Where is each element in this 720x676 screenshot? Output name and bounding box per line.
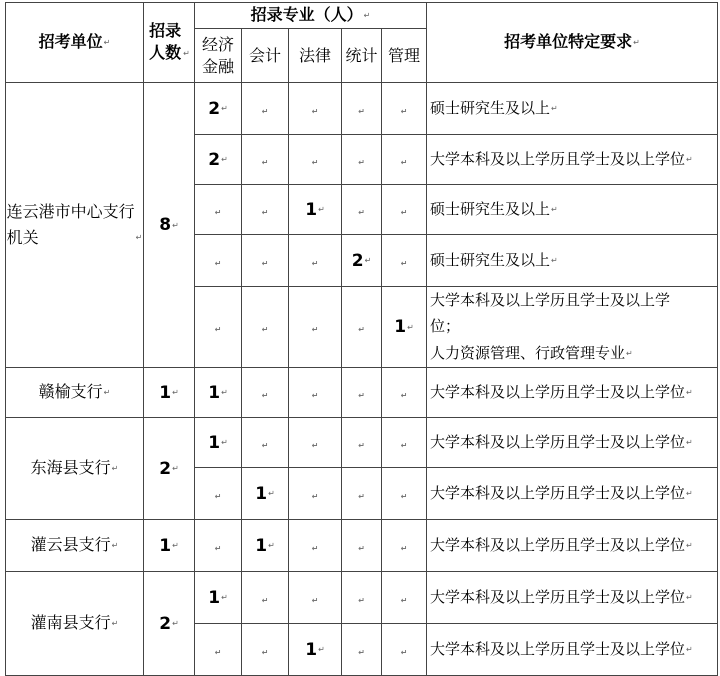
major-count-cell: ↵: [342, 368, 382, 418]
major-count: 2: [208, 149, 221, 170]
unit-name-cell: 灌南县支行↵: [6, 572, 144, 676]
unit-name: 灌南县支行: [30, 613, 111, 633]
requirement-line: 位；: [430, 317, 461, 335]
major-count: 2: [351, 250, 364, 271]
recruitment-table: [5, 2, 718, 676]
header-major-2: [289, 29, 342, 83]
unit-count: 2: [159, 613, 172, 634]
major-count-cell: ↵: [289, 520, 342, 572]
requirement-cell: [427, 572, 718, 624]
unit-name-cell: 赣榆支行↵: [6, 368, 144, 418]
major-count-cell: ↵: [342, 135, 382, 185]
major-count-cell: ↵: [382, 520, 427, 572]
major-count-cell: ↵: [382, 368, 427, 418]
header-requirements: 招考单位特定要求↵: [427, 3, 718, 83]
major-count-cell: ↵: [242, 368, 289, 418]
requirement-line: 大学本科及以上学历且学士及以上学位↵: [430, 484, 693, 502]
major-count: 1: [208, 432, 221, 453]
header-major-4: [382, 29, 427, 83]
major-count-cell: ↵: [382, 418, 427, 468]
requirement-line: 大学本科及以上学历且学士及以上学位↵: [430, 433, 693, 451]
unit-name-cell: 连云港市中心支行机关 ↵: [6, 83, 144, 368]
major-count-cell: ↵: [382, 572, 427, 624]
header-major-1: [242, 29, 289, 83]
major-count-cell: ↵: [342, 418, 382, 468]
unit-count: 1: [159, 382, 172, 403]
requirement-cell: [427, 520, 718, 572]
major-count-cell: 2↵: [195, 83, 242, 135]
major-count-cell: ↵: [195, 287, 242, 368]
major-count-cell: ↵: [242, 418, 289, 468]
requirement-cell: [427, 468, 718, 520]
major-count-cell: ↵: [382, 135, 427, 185]
recruitment-table-body: [6, 83, 718, 676]
header-count: 招录人数 ↵: [144, 3, 195, 83]
unit-name: 东海县支行: [30, 458, 111, 478]
header-major-label: 管理: [388, 45, 421, 65]
major-count-cell: ↵: [382, 468, 427, 520]
table-row: [6, 418, 718, 468]
header-count-text: 招录人数: [149, 21, 182, 63]
major-count-cell: ↵: [382, 624, 427, 676]
major-count-cell: ↵: [242, 185, 289, 235]
requirement-line: 大学本科及以上学历且学士及以上学位↵: [430, 150, 693, 168]
requirement-cell: [427, 368, 718, 418]
major-count-cell: ↵: [289, 235, 342, 287]
major-count-cell: ↵: [242, 135, 289, 185]
unit-count: 2: [159, 458, 172, 479]
table-row: [6, 520, 718, 572]
major-count-cell: ↵: [242, 572, 289, 624]
header-major-0: [195, 29, 242, 83]
major-count: 1: [208, 587, 221, 608]
major-count-cell: ↵: [195, 624, 242, 676]
major-count: 1: [305, 199, 318, 220]
major-count-cell: ↵: [342, 468, 382, 520]
major-count-cell: ↵: [289, 418, 342, 468]
major-count-cell: ↵: [289, 83, 342, 135]
major-count-cell: ↵: [342, 572, 382, 624]
requirement-cell: [427, 624, 718, 676]
requirement-cell: [427, 287, 718, 368]
requirement-cell: [427, 83, 718, 135]
major-count: 1: [255, 483, 268, 504]
requirement-cell: [427, 418, 718, 468]
major-count-cell: ↵: [195, 468, 242, 520]
major-count-cell: ↵: [289, 287, 342, 368]
unit-name: 赣榆支行: [38, 382, 103, 402]
major-count-cell: ↵: [289, 572, 342, 624]
requirement-cell: [427, 135, 718, 185]
unit-count-cell: 8↵: [144, 83, 195, 368]
major-count-cell: ↵: [195, 235, 242, 287]
major-count-cell: ↵: [342, 520, 382, 572]
requirement-line: 大学本科及以上学历且学士及以上学位↵: [430, 640, 693, 658]
unit-count-cell: 2↵: [144, 418, 195, 520]
requirement-line: 大学本科及以上学历且学士及以上学位↵: [430, 383, 693, 401]
recruitment-table-container: [5, 2, 717, 668]
major-count-cell: ↵: [342, 287, 382, 368]
major-count-cell: ↵: [242, 287, 289, 368]
major-count-cell: ↵: [289, 468, 342, 520]
major-count-cell: ↵: [382, 185, 427, 235]
major-count: 1: [305, 639, 318, 660]
table-row: [6, 83, 718, 135]
major-count-cell: ↵: [242, 235, 289, 287]
major-count-cell: 1↵: [195, 368, 242, 418]
major-count: 1: [208, 382, 221, 403]
major-count-cell: ↵: [342, 185, 382, 235]
major-count-cell: 1↵: [382, 287, 427, 368]
major-count-cell: ↵: [242, 83, 289, 135]
unit-count-cell: 2↵: [144, 572, 195, 676]
header-major-3: [342, 29, 382, 83]
major-count-cell: ↵: [342, 83, 382, 135]
requirement-cell: [427, 235, 718, 287]
major-count-cell: 1↵: [195, 418, 242, 468]
major-count-cell: ↵: [242, 624, 289, 676]
unit-name-cell: 东海县支行↵: [6, 418, 144, 520]
requirement-line: 硕士研究生及以上↵: [430, 99, 558, 117]
requirement-line: 人力资源管理、行政管理专业↵: [430, 344, 633, 362]
major-count-cell: ↵: [342, 624, 382, 676]
major-count-cell: ↵: [195, 520, 242, 572]
header-major-label: 会计: [248, 45, 281, 65]
major-count-cell: ↵: [382, 235, 427, 287]
header-majors-group: 招录专业（人）↵: [195, 3, 427, 29]
header-unit: 招考单位↵: [6, 3, 144, 83]
requirement-line: 大学本科及以上学历且学士及以上学: [430, 291, 671, 309]
unit-count-cell: 1↵: [144, 368, 195, 418]
unit-count: 8: [159, 215, 172, 235]
major-count-cell: ↵: [289, 135, 342, 185]
major-count: 2: [208, 98, 221, 119]
major-count-cell: ↵: [195, 185, 242, 235]
header-major-label: 法律: [298, 45, 331, 65]
requirement-line: 硕士研究生及以上↵: [430, 200, 558, 218]
requirement-cell: [427, 185, 718, 235]
unit-name: 灌云县支行: [30, 535, 111, 555]
major-count-cell: ↵: [382, 83, 427, 135]
requirement-line: 大学本科及以上学历且学士及以上学位↵: [430, 588, 693, 606]
requirement-line: 硕士研究生及以上↵: [430, 251, 558, 269]
major-count-cell: 1↵: [289, 624, 342, 676]
major-count-cell: 1↵: [195, 572, 242, 624]
major-count: 1: [255, 535, 268, 556]
major-count-cell: 2↵: [195, 135, 242, 185]
major-count-cell: 1↵: [242, 468, 289, 520]
header-major-label: 统计: [345, 45, 378, 65]
major-count-cell: ↵: [289, 368, 342, 418]
header-major-label: 经济金融: [201, 34, 234, 76]
major-count: 1: [394, 317, 407, 337]
unit-count: 1: [159, 535, 172, 556]
unit-count-cell: 1↵: [144, 520, 195, 572]
major-count-cell: 1↵: [289, 185, 342, 235]
major-count-cell: 2↵: [342, 235, 382, 287]
requirement-line: 大学本科及以上学历且学士及以上学位↵: [430, 536, 693, 554]
unit-name: 连云港市中心支行机关: [6, 201, 135, 247]
table-row: [6, 572, 718, 624]
table-row: [6, 368, 718, 418]
major-count-cell: 1↵: [242, 520, 289, 572]
unit-name-cell: 灌云县支行↵: [6, 520, 144, 572]
